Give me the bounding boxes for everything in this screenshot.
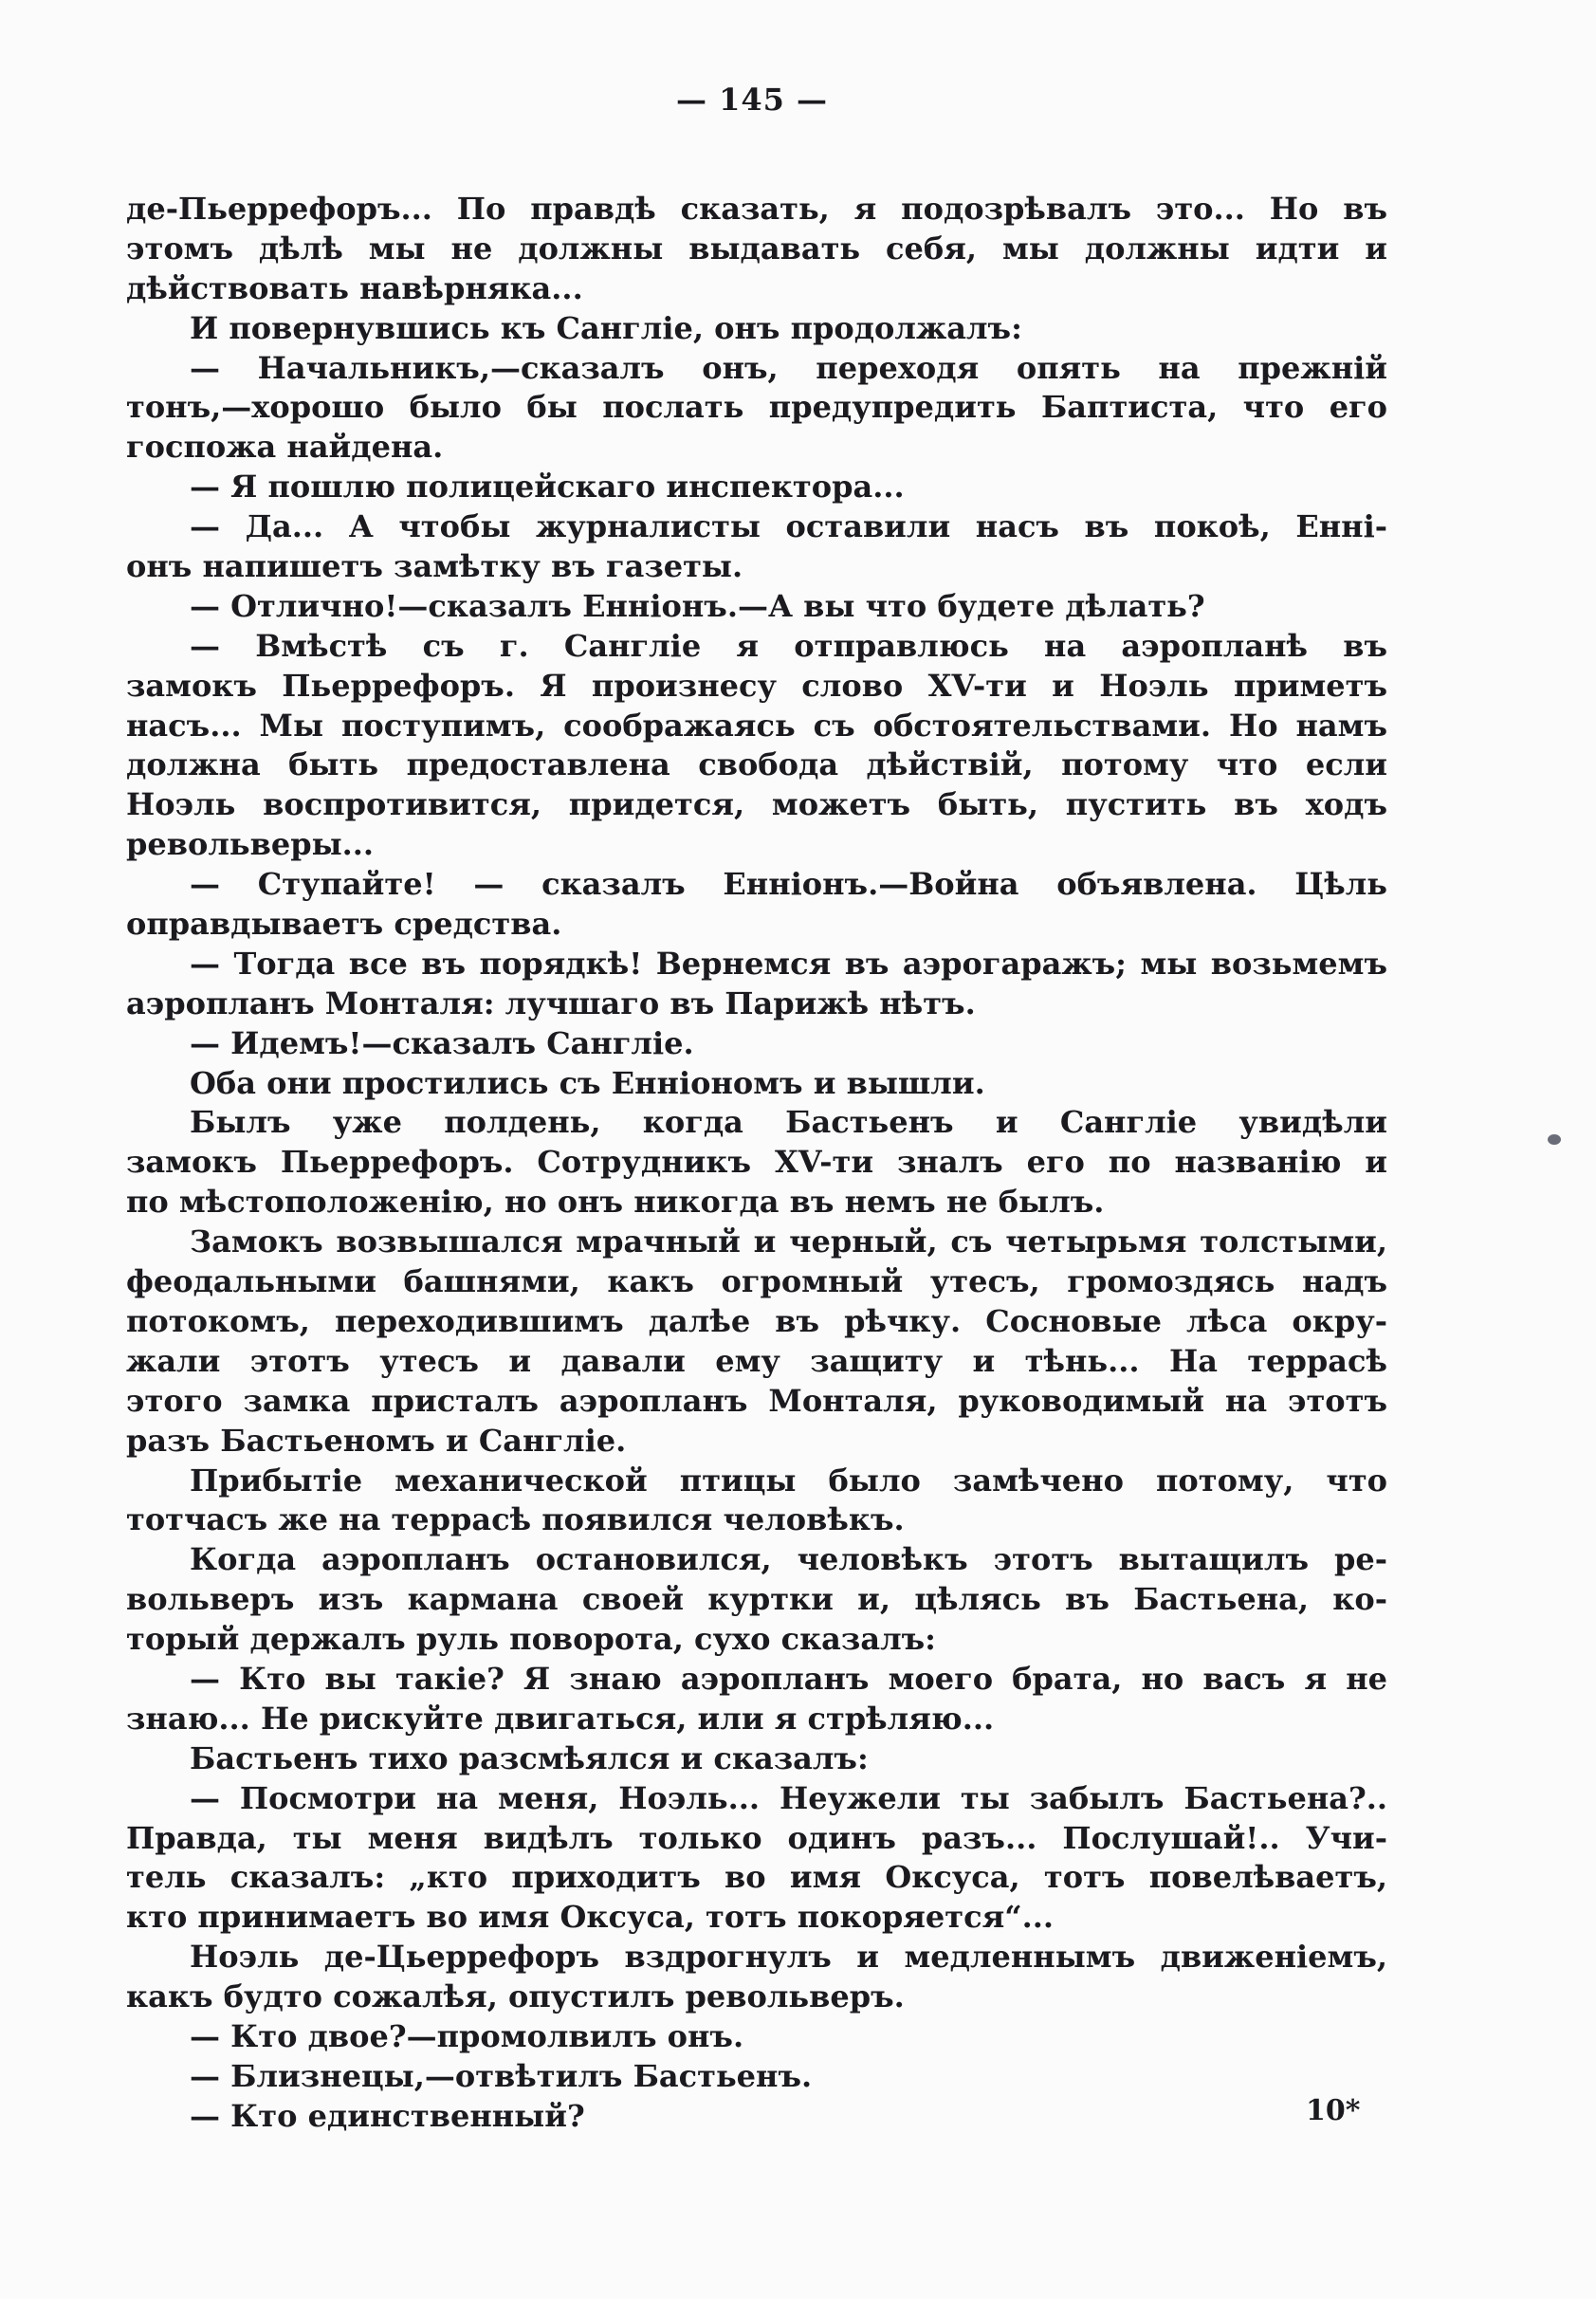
text-line: — Ступайте! — сказалъ Еннiонъ.—Война объявлена. Цѣль: [190, 866, 1387, 903]
text-line: — Тогда все въ порядкѣ! Вернемся въ аэрогаражъ; мы возьмемъ: [190, 945, 1387, 982]
ink-speck: [1548, 1134, 1561, 1145]
text-line: И повернувшись къ Санглiе, онъ продолжалъ:: [190, 309, 1022, 346]
text-line: потокомъ, переходившимъ далѣе въ рѣчку. Сосновые лѣса окру-: [126, 1302, 1387, 1339]
text-line: де-Пьеррефоръ... По правдѣ сказать, я подозрѣвалъ это... Но въ: [126, 191, 1387, 227]
text-line: по мѣстоположенiю, но онъ никогда въ немъ не былъ.: [126, 1184, 1105, 1221]
text-line: тонъ,—хорошо было бы послать предупредить Баптиста, что его: [126, 389, 1387, 426]
text-line: торый держалъ руль поворота, сухо сказалъ:: [126, 1621, 936, 1658]
text-line: Ноэль воспротивится, придется, можетъ быть, пустить въ ходъ: [126, 786, 1387, 823]
text-line: Ноэль де-Цьеррефоръ вздрогнулъ и медленнымъ движенiемъ,: [190, 1939, 1387, 1976]
text-line: оправдываетъ средства.: [126, 906, 562, 943]
text-line: — Кто двое?—промолвилъ онъ.: [190, 2017, 744, 2054]
text-line: знаю... Не рискуйте двигаться, или я стрѣляю...: [126, 1700, 995, 1737]
text-line: феодальными башнями, какъ огромный утесъ, громоздясь надъ: [126, 1263, 1387, 1300]
text-line: — Вмѣстѣ съ г. Санглiе я отправлюсь на аэропланѣ въ: [190, 627, 1387, 664]
text-line: Оба они простились съ Еннiономъ и вышли.: [190, 1064, 985, 1101]
text-line: жали этотъ утесъ и давали ему защиту и тѣнь... На террасѣ: [126, 1342, 1387, 1379]
text-line: — Идемъ!—сказалъ Санглiе.: [190, 1024, 694, 1061]
page-number: — 145 —: [675, 82, 829, 118]
text-line: онъ напишетъ замѣтку въ газеты.: [126, 548, 743, 585]
text-line: этого замка присталъ аэропланъ Монталя, руководимый на этотъ: [126, 1382, 1387, 1419]
text-line: насъ... Мы поступимъ, соображаясь съ обстоятельствами. Но намъ: [126, 707, 1387, 744]
text-line: кто принимаетъ во имя Оксуса, тотъ покоряется“...: [126, 1899, 1055, 1936]
text-line: госпожа найдена.: [126, 429, 444, 466]
signature-mark: 10*: [1306, 2094, 1361, 2127]
text-line: должна быть предоставлена свобода дѣйствiй, потому что если: [126, 746, 1387, 783]
text-line: замокъ Пьеррефоръ. Сотрудникъ XV-ти зналъ его по названiю и: [126, 1144, 1387, 1181]
body-text: [126, 190, 1387, 2137]
text-line: замокъ Пьеррефоръ. Я произнесу слово XV-ти и Ноэль приметъ: [126, 667, 1387, 704]
text-line: тель сказалъ: „кто приходитъ во имя Оксуса, тотъ повелѣваетъ,: [126, 1859, 1387, 1896]
text-line: — Да... А чтобы журналисты оставили насъ въ покоѣ, Еннi-: [190, 508, 1387, 545]
text-line: разъ Бастьеномъ и Санглiе.: [126, 1422, 627, 1459]
text-line: — Отлично!—сказалъ Еннiонъ.—А вы что будете дѣлать?: [190, 587, 1205, 624]
text-line: — Кто единственный?: [190, 2097, 585, 2134]
text-line: — Кто вы такiе? Я знаю аэропланъ моего брата, но васъ я не: [190, 1660, 1387, 1697]
text-line: этомъ дѣлѣ мы не должны выдавать себя, мы должны идти и: [126, 230, 1387, 267]
text-line: аэропланъ Монталя: лучшаго въ Парижѣ нѣтъ.: [126, 984, 976, 1021]
text-line: — Начальникъ,—сказалъ онъ, переходя опять на прежнiй: [190, 349, 1387, 386]
text-line: Прибытiе механической птицы было замѣчено потому, что: [190, 1462, 1387, 1499]
text-line: вольверъ изъ кармана своей куртки и, цѣлясь въ Бастьена, ко-: [126, 1581, 1387, 1618]
text-line: какъ будто сожалѣя, опустилъ револьверъ.: [126, 1978, 905, 2015]
text-line: Когда аэропланъ остановился, человѣкъ этотъ вытащилъ ре-: [190, 1541, 1387, 1578]
text-line: — Я пошлю полицейскаго инспектора...: [190, 469, 905, 506]
text-line: Замокъ возвышался мрачный и черный, съ четырьмя толстыми,: [190, 1223, 1387, 1260]
text-line: Бастьенъ тихо разсмѣялся и сказалъ:: [190, 1739, 869, 1776]
text-line: револьверы...: [126, 826, 375, 863]
text-line: Правда, ты меня видѣлъ только одинъ разъ... Послушай!.. Учи-: [126, 1819, 1387, 1856]
text-line: тотчасъ же на террасѣ появился человѣкъ.: [126, 1501, 905, 1538]
text-line: дѣйствовать навѣрняка...: [126, 269, 583, 306]
text-line: — Близнецы,—отвѣтилъ Бастьенъ.: [190, 2057, 813, 2094]
text-line: — Посмотри на меня, Ноэль... Неужели ты забылъ Бастьена?..: [190, 1779, 1387, 1816]
text-line: Былъ уже полдень, когда Бастьенъ и Санглiе увидѣли: [190, 1104, 1387, 1141]
